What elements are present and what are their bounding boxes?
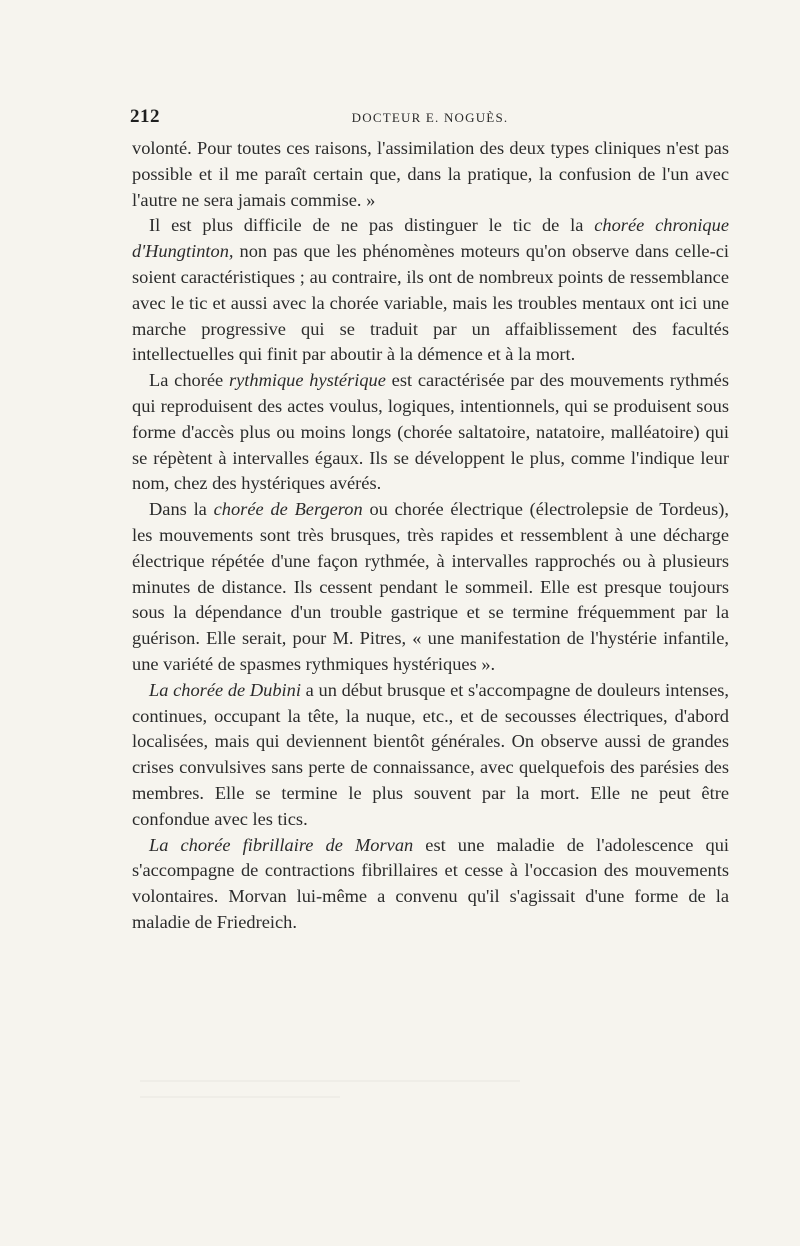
text-run: a un début brusque et s'accompagne de douleurs intenses, continues, occupant la tête, la nuque, etc., et de secousses électriques, d'abord localisées, mais qui deviennent bientôt générales. On observe aussi de grandes crises convulsives sans perte de connaissance, avec quelquefois des parésies des membres. Elle se termine le plus souvent par la mort. Elle ne peut être confondue avec les tics.	[132, 679, 730, 829]
paragraph	[132, 497, 729, 678]
italic-text: chorée de Bergeron	[213, 499, 363, 520]
italic-text: La chorée de Dubini	[149, 679, 301, 700]
italic-text: chorée chronique d'Hungtinton,	[132, 215, 729, 262]
text-run: Dans la	[149, 499, 214, 520]
text-run: non pas que les phénomènes moteurs qu'on observe dans celle-ci soient caractéristiques ; au contraire, ils ont de nombreux points de ressemblance avec le tic et aussi avec la chorée variable, mais les troubles mentaux ont ici une marche progressive qui se traduit par un affaiblissement des facultés intellectuelles qui finit par aboutir à la démence et à la mort.	[132, 241, 729, 365]
paragraph	[132, 833, 729, 936]
page-header	[130, 106, 730, 130]
paragraph	[132, 678, 729, 833]
text-run: La chorée	[149, 370, 229, 391]
bleed-through-shadow	[140, 1070, 700, 1110]
italic-text: rythmique hystérique	[228, 370, 386, 391]
text-run: ou chorée électrique (électrolepsie de Tordeus), les mouvements sont très brusques, très rapides et ressemblent à une décharge électrique répétée d'une façon rythmée, à intervalles rapprochés ou à plusieurs minutes de distance. Ils cessent pendant le sommeil. Elle est presque toujours sous la dépendance d'un trouble gastrique et se termine fréquemment par la guérison. Elle serait, pour M. Pitres, « une manifestation de l'hystérie infantile, une variété de spasmes rythmiques hystériques ».	[132, 499, 729, 674]
text-run: est une maladie de l'adolescence qui s'accompagne de contractions fibrillaires et cesse à l'occasion des mouvements volontaires. Morvan lui-même a convenu qu'il s'agissait d'une forme de la maladie de Friedreich.	[132, 834, 730, 932]
text-run: est caractérisée par des mouvements rythmés qui reproduisent des actes voulus, logiques, intentionnels, qui se produisent sous forme d'accès plus ou moins longs (chorée saltatoire, natatoire, malléatoire) qui se répètent à intervalles égaux. Ils se développent le plus, comme l'indique leur nom, chez des hystériques avérés.	[132, 370, 729, 494]
body-text	[132, 136, 729, 936]
paragraph	[132, 136, 729, 213]
paragraph	[132, 213, 729, 368]
italic-text: La chorée fibrillaire de Morvan	[149, 834, 414, 855]
paragraph	[132, 368, 729, 497]
text-run: volonté. Pour toutes ces raisons, l'assimilation des deux types cliniques n'est pas possible et il me paraît certain que, dans la pratique, la confusion de l'un avec l'autre ne sera jamais commise. »	[132, 138, 729, 210]
running-title: DOCTEUR E. NOGUÈS.	[351, 110, 509, 125]
text-run: Il est plus difficile de ne pas distinguer le tic de la	[149, 215, 595, 236]
page-number: 212	[130, 106, 160, 127]
